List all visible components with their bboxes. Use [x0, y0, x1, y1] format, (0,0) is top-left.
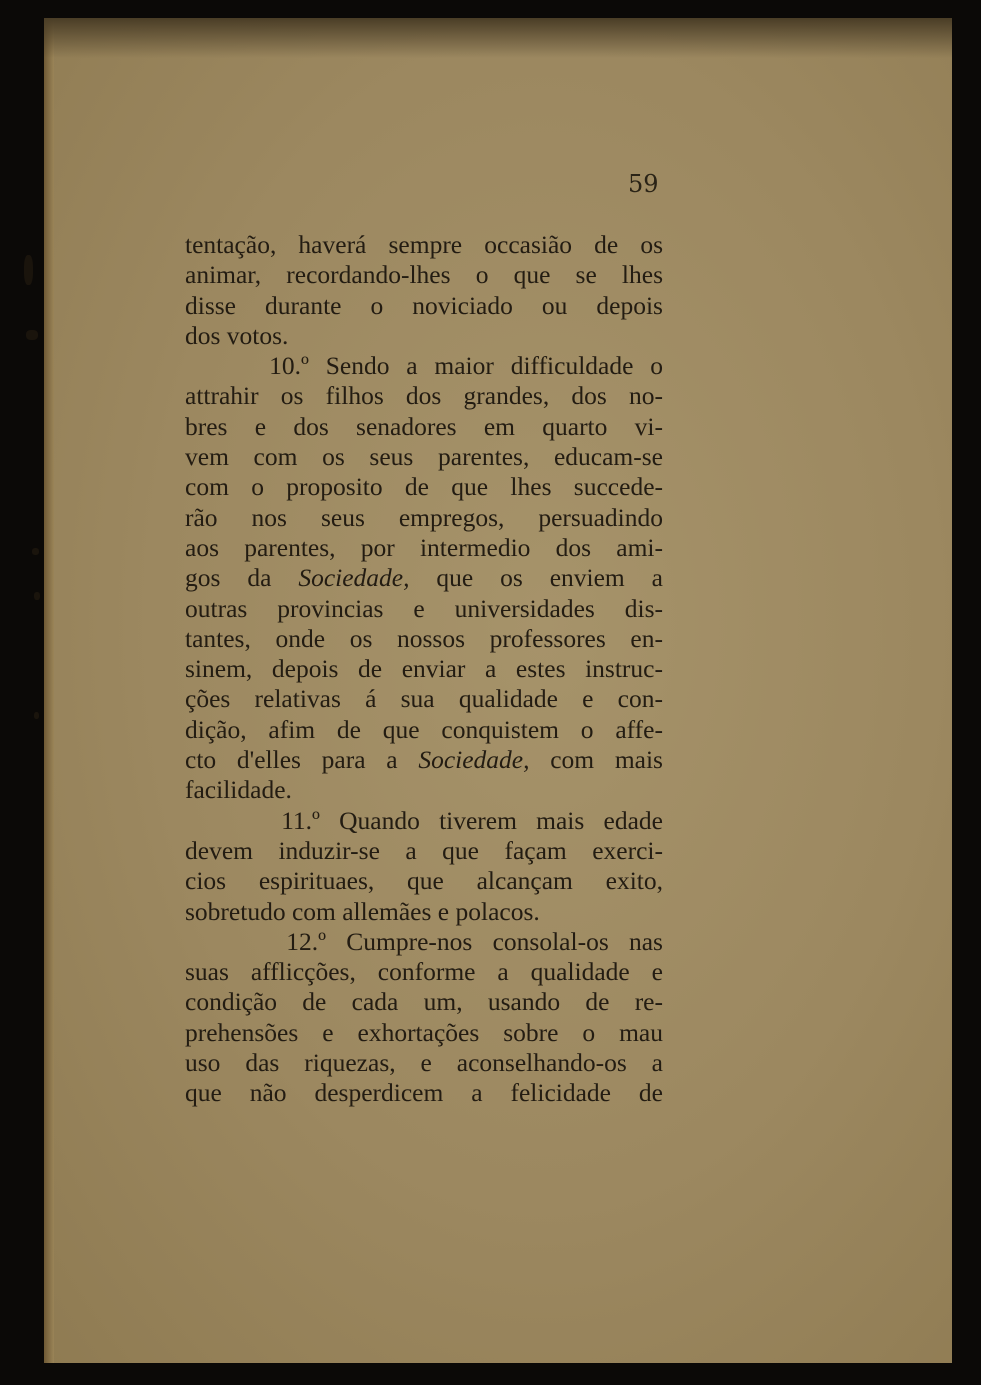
margin-mark	[34, 712, 39, 719]
text-line: tantes, onde os nossos professores en-	[185, 623, 663, 653]
text-line: vem com os seus parentes, educam-se	[185, 442, 663, 472]
text-line: bres e dos senadores em quarto vi-	[185, 411, 663, 441]
text-line: sinem, depois de enviar a estes instruc-	[185, 654, 663, 684]
text-line: dição, afim de que conquistem o affe-	[185, 714, 663, 744]
text-segment: com mais	[529, 745, 663, 775]
margin-mark	[24, 255, 33, 285]
text-line: com o proposito de que lhes succede-	[185, 472, 663, 502]
text-line: 12.º Cumpre-nos consolal-os nas	[185, 926, 663, 956]
text-line	[185, 321, 663, 351]
text-segment: facilidade.	[185, 775, 292, 805]
italic-text: Sociedade,	[418, 745, 530, 775]
text-line: 11.º Quando tiverem mais edade	[185, 805, 663, 835]
text-line: 10.º Sendo a maior difficuldade o	[185, 351, 663, 381]
margin-mark	[34, 592, 40, 600]
page-binding-edge	[44, 18, 54, 1363]
text-line: devem induzir-se a que façam exerci-	[185, 835, 663, 865]
text-line	[185, 775, 663, 805]
margin-mark	[32, 548, 39, 555]
text-segment: que os enviem a	[409, 563, 663, 593]
text-line: rão nos seus empregos, persuadindo	[185, 502, 663, 532]
text-line: suas afflicções, conforme a qualidade e	[185, 957, 663, 987]
text-line: ções relativas á sua qualidade e con-	[185, 684, 663, 714]
text-line: cios espirituaes, que alcançam exito,	[185, 866, 663, 896]
page-number: 59	[628, 170, 659, 198]
text-line: animar, recordando-lhes o que se lhes	[185, 260, 663, 290]
text-line: prehensões e exhortações sobre o mau	[185, 1017, 663, 1047]
text-line: tentação, haverá sempre occasião de os	[185, 230, 663, 259]
text-line: aos parentes, por intermedio dos ami-	[185, 532, 663, 562]
italic-text: Sociedade,	[298, 563, 410, 593]
page-top-shadow	[44, 18, 952, 58]
text-segment: cto d'elles para a	[185, 745, 419, 775]
text-line	[185, 897, 663, 927]
text-line: uso das riquezas, e aconselhando-os a	[185, 1048, 663, 1078]
margin-mark	[26, 330, 38, 340]
text-line: condição de cada um, usando de re-	[185, 987, 663, 1017]
text-segment: gos da	[185, 563, 299, 593]
text-line	[185, 745, 663, 775]
text-segment: sobretudo com allemães e polacos.	[185, 896, 540, 926]
text-line: que não desperdicem a felicidade de	[185, 1078, 663, 1108]
text-line: disse durante o noviciado ou depois	[185, 290, 663, 320]
body-text	[185, 230, 663, 1109]
text-line	[185, 563, 663, 593]
text-line: outras provincias e universidades dis-	[185, 593, 663, 623]
text-segment: dos votos.	[185, 320, 289, 350]
text-line: attrahir os filhos dos grandes, dos no-	[185, 381, 663, 411]
